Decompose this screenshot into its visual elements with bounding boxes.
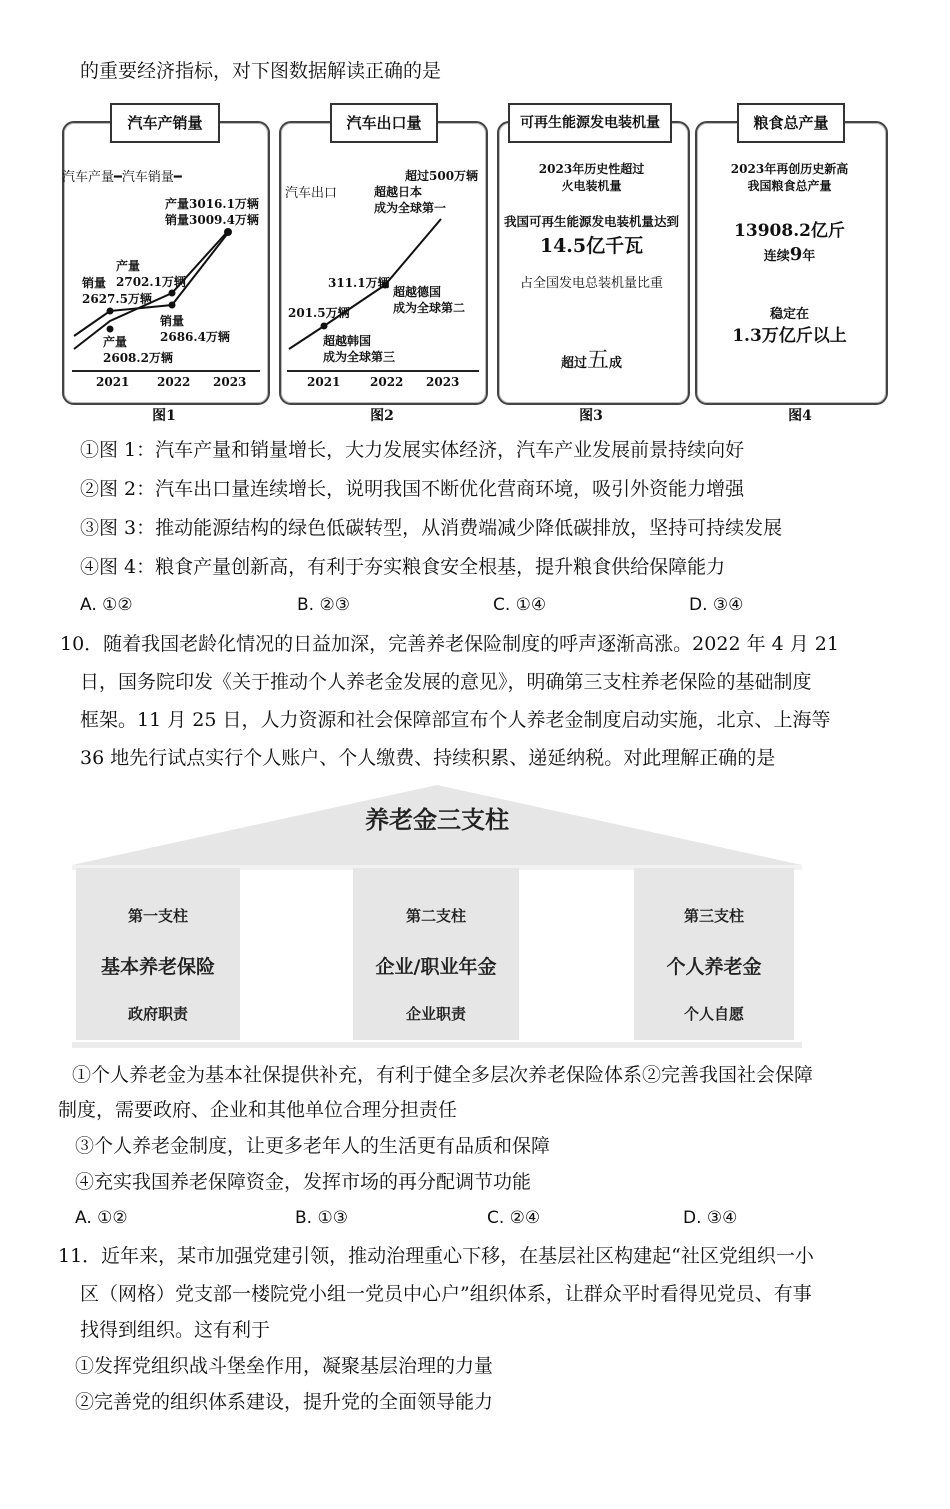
pension-base [72, 1042, 802, 1048]
pillar-2 [353, 868, 519, 1040]
fig2-label-v2023b: 超越日本 [374, 185, 423, 199]
fig1-point-sales-2021 [107, 308, 114, 315]
pillar-2-duty: 企业职责 [405, 1005, 466, 1023]
pillar-2-name: 第二支柱 [405, 907, 466, 925]
pillar-1 [76, 868, 240, 1040]
q10-item-1: ①个人养老金为基本社保提供补充，有利于健全多层次养老保险体系②完善我国社会保障 [72, 1064, 814, 1086]
q11-item-2: ②完善党的组织体系建设，提升党的全面领导能力 [75, 1391, 494, 1413]
fig2-label-v2021b: 超越韩国 [323, 334, 372, 348]
q10-item-3: ③个人养老金制度，让更多老年人的生活更有品质和保障 [75, 1135, 551, 1157]
fig4-line3-a: 连续 [763, 249, 790, 264]
fig2-ylabel: 汽车出口 [285, 186, 338, 201]
q9-item-1: ①图 1：汽车产量和销量增长，大力发展实体经济，汽车产业发展前景持续向好 [80, 439, 745, 461]
fig3-line5 [497, 343, 686, 374]
fig3-line5-c: 成 [609, 356, 623, 371]
fig4-line4: 稳定在 [769, 307, 809, 322]
fig1-label-p2023: 产量3016.1万辆 [165, 197, 259, 211]
q10-option-d[interactable]: D. ③④ [683, 1208, 738, 1228]
fig3-title: 可再生能源发电装机量 [508, 103, 672, 143]
fig1-label-s2021a: 销量 [82, 276, 107, 290]
fig2-label-v2022b: 超越德国 [393, 285, 442, 299]
fig1-label-s2022a: 销量 [160, 314, 185, 328]
fig4-line2: 我国粮食总产量 [747, 179, 832, 193]
fig1-year-2021: 2021 [96, 375, 130, 389]
fig4-big2: 1.3万亿斤以上 [732, 326, 847, 346]
fig1-label-p2021a: 产量 [103, 335, 128, 349]
pillar-1-duty: 政府职责 [127, 1005, 188, 1023]
fig1-year-2022: 2022 [157, 375, 191, 389]
q11-line-2: 区（网格）党支部一楼院党小组一党员中心户”组织体系，让群众平时看得见党员、有事 [80, 1283, 812, 1305]
pillar-3-duty: 个人自愿 [683, 1005, 744, 1023]
fig4-line3 [695, 244, 884, 265]
fig4-title: 粮食总产量 [737, 103, 845, 143]
fig3-caption: 图3 [579, 408, 603, 424]
fig1-label-s2023: 销量3009.4万辆 [165, 213, 259, 227]
fig2-label-v2022: 311.1万辆 [328, 276, 390, 290]
fig1-caption: 图1 [152, 408, 176, 424]
q9-item-3: ③图 3：推动能源结构的绿色低碳转型，从消费端减少降低碳排放，坚持可持续发展 [80, 517, 783, 539]
fig2-caption: 图2 [370, 408, 394, 424]
pillar-3 [634, 868, 794, 1040]
fig2-year-2023: 2023 [426, 375, 460, 389]
fig2-year-2021: 2021 [307, 375, 341, 389]
q11-item-1: ①发挥党组织战斗堡垒作用，凝聚基层治理的力量 [75, 1355, 494, 1377]
fig1-label-s2022b: 2686.4万辆 [160, 330, 230, 344]
fig4-line3-c: 年 [802, 249, 816, 264]
fig1-label-s2021b: 2627.5万辆 [82, 292, 152, 306]
q10-line-3: 框架。11 月 25 日，人力资源和社会保障部宣布个人养老金制度启动实施，北京、上海等 [80, 709, 831, 731]
fig4-line3-b: 9 [789, 244, 803, 265]
q10-line-2: 日，国务院印发《关于推动个人养老金发展的意见》，明确第三支柱养老保险的基础制度 [80, 671, 812, 693]
fig2-label-v2023a: 超过500万辆 [405, 169, 479, 183]
q10-option-c[interactable]: C. ②④ [487, 1208, 541, 1228]
fig3-line5-a: 超过 [560, 356, 587, 371]
pillar-1-type: 基本养老保险 [100, 956, 215, 978]
fig1-title: 汽车产销量 [110, 103, 220, 143]
fig1-year-2023: 2023 [213, 375, 247, 389]
q10-option-a[interactable]: A. ①② [75, 1208, 128, 1228]
fig2-title: 汽车出口量 [330, 103, 438, 143]
pillar-3-name: 第三支柱 [683, 907, 744, 925]
fig3-line3: 我国可再生能源发电装机量达到 [503, 214, 679, 229]
q9-item-4: ④图 4：粮食产量创新高，有利于夯实粮食安全根基，提升粮食供给保障能力 [80, 556, 726, 578]
fig3-line5-b: 五 [586, 348, 609, 373]
fig3-line4: 占全国发电总装机量比重 [519, 276, 663, 291]
fig1-legend: 汽车产量━汽车销量━ [62, 170, 182, 185]
q10-item-4: ④充实我国养老保障资金，发挥市场的再分配调节功能 [75, 1171, 532, 1193]
fig1-point-2023 [224, 228, 232, 236]
fig2-label-v2021: 201.5万辆 [288, 306, 350, 320]
q10-line-1: 10．随着我国老龄化情况的日益加深，完善养老保险制度的呼声逐渐高涨。2022 年 4 月 21 [60, 633, 839, 655]
pillar-1-name: 第一支柱 [127, 907, 188, 925]
fig2-point-2021 [321, 323, 328, 330]
fig4-caption: 图4 [788, 408, 812, 424]
pension-roof-title: 养老金三支柱 [365, 805, 509, 834]
q10-item-1-cont: 制度，需要政府、企业和其他单位合理分担责任 [58, 1099, 458, 1121]
fig4-big: 13908.2亿斤 [734, 221, 845, 241]
fig3-line2: 火电装机量 [561, 179, 622, 193]
q9-option-a[interactable]: A. ①② [80, 595, 133, 615]
fig1-label-p2022b: 2702.1万辆 [116, 275, 186, 289]
pillar-2-type: 企业/职业年金 [375, 956, 497, 978]
q11-line-1: 11．近年来，某市加强党建引领，推动治理重心下移，在基层社区构建起“社区党组织一小 [58, 1245, 814, 1267]
fig3-line1: 2023年历史性超过 [538, 162, 645, 176]
fig1-point-prod-2022 [169, 290, 176, 297]
fig2-label-v2021c: 成为全球第三 [323, 350, 396, 364]
q11-line-3: 找得到组织。这有利于 [80, 1319, 271, 1341]
fig3-big: 14.5亿千瓦 [539, 235, 644, 257]
fig2-year-2022: 2022 [370, 375, 404, 389]
fig2-label-v2023c: 成为全球第一 [374, 201, 447, 215]
fig1-label-p2021b: 2608.2万辆 [103, 351, 173, 365]
q9-option-b[interactable]: B. ②③ [297, 595, 350, 615]
q10-line-4: 36 地先行试点实行个人账户、个人缴费、持续积累、递延纳税。对此理解正确的是 [80, 747, 776, 769]
intro-line: 的重要经济指标，对下图数据解读正确的是 [80, 60, 442, 82]
fig1-point-sales-2022 [169, 302, 176, 309]
fig1-label-p2022a: 产量 [116, 259, 141, 273]
q10-option-b[interactable]: B. ①③ [295, 1208, 348, 1228]
fig1-point-prod-2021 [107, 326, 114, 333]
fig2-label-v2022c: 成为全球第二 [393, 301, 466, 315]
fig4-line1: 2023年再创历史新高 [730, 162, 849, 176]
q9-option-d[interactable]: D. ③④ [689, 595, 744, 615]
q9-item-2: ②图 2：汽车出口量连续增长，说明我国不断优化营商环境，吸引外资能力增强 [80, 478, 745, 500]
q9-option-c[interactable]: C. ①④ [493, 595, 547, 615]
pillar-3-type: 个人养老金 [666, 956, 762, 978]
